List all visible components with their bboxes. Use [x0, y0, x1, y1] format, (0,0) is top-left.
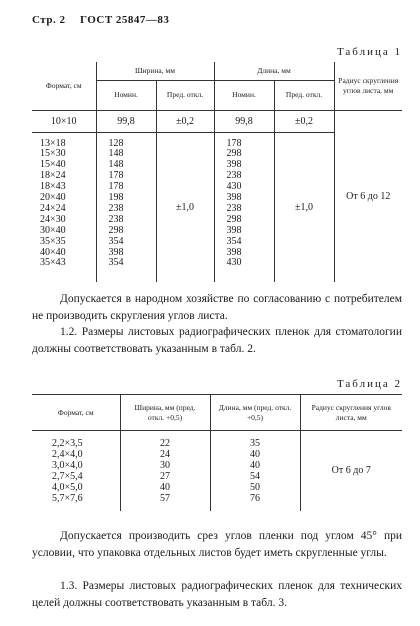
table1-width-cell: 238 — [108, 202, 124, 214]
table2-header-radius: Радиус скругления углов листа, мм — [300, 395, 402, 431]
table1-width-cell: 198 — [108, 192, 124, 204]
table1-format-cell: 35×43 — [40, 257, 66, 269]
table1-length-cell: 178 — [226, 137, 242, 149]
table2-length-cell: 40 — [250, 459, 260, 471]
table1-header-width: Ширина, мм — [96, 62, 214, 80]
table2-width-column — [121, 439, 210, 504]
table1-first-length: 99,8 — [214, 110, 274, 132]
table1-format-cell: 20×40 — [40, 192, 66, 204]
table1-format-cell: 24×24 — [40, 202, 66, 214]
table1-width-cell: 148 — [108, 159, 124, 171]
table2 — [32, 394, 402, 511]
table2-length-cell: 76 — [250, 492, 260, 504]
table1-format-cell: 24×30 — [40, 213, 66, 225]
table1-format-column — [40, 139, 96, 270]
table2-format-cell: 2,7×5,4 — [52, 470, 83, 482]
table2-width-cell: 30 — [160, 459, 170, 471]
table1-header-length: Длина, мм — [214, 62, 334, 80]
table1-width-cell: 238 — [108, 213, 124, 225]
table1-header-length-deviation: Пред. откл. — [274, 80, 334, 110]
table1-width-cell: 128 — [108, 137, 124, 149]
table2-header-length: Длина, мм (пред. откл. +0,5) — [210, 395, 300, 431]
table2-width-cell: 24 — [160, 448, 170, 460]
table1-width-cell: 398 — [108, 246, 124, 258]
table1-caption: Таблица 1 — [336, 46, 402, 58]
paragraph-3: Допускается производить срез углов пленки под углом 45° при условии, что упаковка отдельных листов будет иметь скругленные углы. — [32, 530, 402, 559]
table2-length-cell: 35 — [250, 438, 260, 449]
table1-first-format: 10×10 — [32, 110, 96, 132]
table2-width-cell: 22 — [160, 438, 170, 449]
table1-header-width-deviation: Пред. откл. — [156, 80, 214, 110]
table1-header-radius: Радиус скругления углов листа, мм — [334, 62, 402, 110]
table1-format-cell: 18×24 — [40, 170, 66, 182]
table1-format-cell: 40×40 — [40, 246, 66, 258]
table1-width-cell: 298 — [108, 224, 124, 236]
table2-length-cell: 40 — [250, 448, 260, 460]
table1-format-cell: 35×35 — [40, 235, 66, 247]
table1-width-cell: 354 — [108, 235, 124, 247]
table2-format-cell: 4,0×5,0 — [52, 481, 83, 493]
table2-width-cell: 27 — [160, 470, 170, 482]
table2-format-cell: 2,4×4,0 — [52, 448, 83, 460]
table2-format-cell: 5,7×7,6 — [52, 492, 83, 504]
table1-width-column — [109, 139, 156, 270]
table1-length-cell: 398 — [226, 159, 242, 171]
page-number: Стр. 2 — [32, 14, 66, 26]
table1-length-cell: 430 — [226, 181, 242, 193]
table1-format-cell: 18×43 — [40, 181, 66, 193]
table1-length-cell: 298 — [226, 213, 242, 225]
table1-width-cell: 354 — [108, 257, 124, 269]
table1-first-length-dev: ±0,2 — [274, 110, 334, 132]
table1-length-cell: 398 — [226, 192, 242, 204]
table1-length-cell: 298 — [226, 148, 242, 160]
table1-format-cell: 15×30 — [40, 148, 66, 160]
table1-width-cell: 178 — [108, 181, 124, 193]
table1-length-cell: 398 — [226, 224, 242, 236]
table2-length-cell: 54 — [250, 470, 260, 482]
table2-width-cell: 40 — [160, 481, 170, 493]
table1-header-length-nominal: Номин. — [214, 80, 274, 110]
table1-radius-value: От 6 до 12 — [334, 110, 402, 282]
paragraph-4: 1.3. Размеры листовых радиографических пленок для технических целей должны соответствовать указанным в табл. 3. — [32, 580, 402, 609]
table1-width-cell: 148 — [108, 148, 124, 160]
table1-length-cell: 354 — [226, 235, 242, 247]
paragraph-2: 1.2. Размеры листовых радиографических пленок для стоматологии должны соответствовать указанным в табл. 2. — [32, 326, 402, 355]
table2-header-format: Формат, см — [32, 395, 120, 431]
table1-width-cell: 178 — [108, 170, 124, 182]
table2-caption: Таблица 2 — [336, 378, 402, 390]
paragraph-1: Допускается в народном хозяйстве по согласованию с потребителем не производить скругления углов листа. — [32, 293, 402, 322]
table1-header-width-nominal: Номин. — [96, 80, 156, 110]
table1-length-cell: 430 — [226, 257, 242, 269]
page-header — [32, 14, 169, 26]
table2-format-cell: 2,2×3,5 — [52, 438, 83, 449]
table2-header-width: Ширина, мм (пред. откл. +0,5) — [120, 395, 210, 431]
table1-format-cell: 30×40 — [40, 224, 66, 236]
table1-width-dev: ±1,0 — [156, 132, 214, 282]
table1 — [32, 62, 402, 282]
table1-length-dev: ±1,0 — [274, 132, 334, 282]
table2-format-column — [52, 439, 120, 504]
table2-format-cell: 3,0×4,0 — [52, 459, 83, 471]
table1-length-cell: 398 — [226, 246, 242, 258]
table1-first-width-dev: ±0,2 — [156, 110, 214, 132]
table1-first-width: 99,8 — [96, 110, 156, 132]
table1-format-cell: 15×40 — [40, 159, 66, 171]
table1-header-format: Формат, см — [32, 62, 96, 110]
table1-format-cell: 13×18 — [40, 137, 66, 149]
table1-length-cell: 238 — [226, 170, 242, 182]
table2-length-cell: 50 — [250, 481, 260, 493]
table2-width-cell: 57 — [160, 492, 170, 504]
table2-length-column — [211, 439, 300, 504]
table1-length-cell: 238 — [226, 202, 242, 214]
table1-length-column — [227, 139, 274, 270]
table2-radius-value: От 6 до 7 — [300, 431, 402, 511]
standard-number: ГОСТ 25847—83 — [79, 14, 170, 26]
